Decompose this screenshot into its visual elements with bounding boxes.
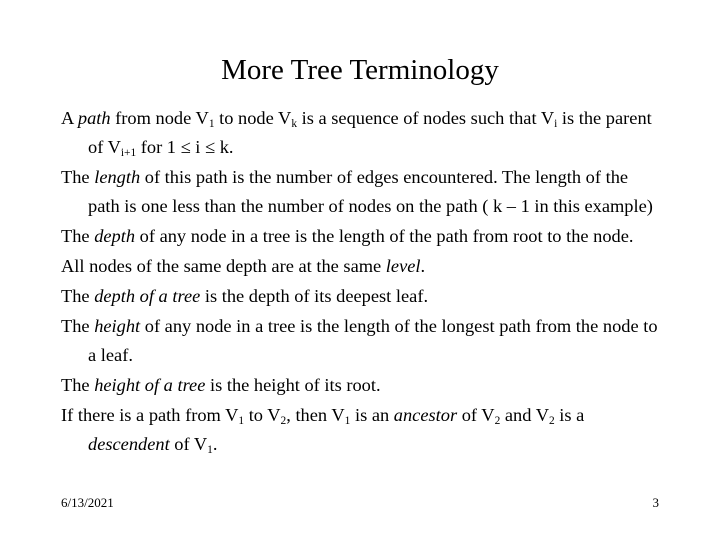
term-italic: depth xyxy=(94,226,136,246)
text-run: , then V xyxy=(286,405,345,425)
paragraph xyxy=(61,312,661,370)
text-run: of V xyxy=(457,405,495,425)
subscript: 1 xyxy=(344,414,351,427)
text-run: and V xyxy=(500,405,549,425)
text-run: of any node in a tree is the length of the longest path from the node to a leaf. xyxy=(88,316,658,365)
footer-date: 6/13/2021 xyxy=(61,495,114,510)
subscript: i+1 xyxy=(120,146,137,159)
slide-title: More Tree Terminology xyxy=(221,54,499,86)
text-run: for 1 ≤ i ≤ k. xyxy=(136,137,234,157)
paragraph xyxy=(61,252,661,281)
term-italic: height xyxy=(94,316,141,336)
text-run: of V xyxy=(169,434,208,454)
subscript: 2 xyxy=(494,414,501,427)
term-italic: level xyxy=(385,256,421,276)
text-run: from node V xyxy=(110,108,209,128)
text-run: is the parent of V xyxy=(88,108,652,157)
paragraph xyxy=(61,104,661,162)
text-run: is a xyxy=(554,405,585,425)
subscript: 1 xyxy=(238,414,245,427)
text-run: is an xyxy=(350,405,394,425)
text-run: of any node in a tree is the length of the path from root to the node. xyxy=(135,226,634,246)
subscript: 1 xyxy=(207,443,213,456)
text-run: The xyxy=(61,316,95,336)
text-run: The xyxy=(61,167,95,187)
paragraph xyxy=(61,401,661,459)
text-run: is the depth of its deepest leaf. xyxy=(200,286,429,306)
term-italic: height of a tree xyxy=(94,375,206,395)
term-italic: depth of a tree xyxy=(94,286,201,306)
text-run: is a sequence of nodes such that V xyxy=(297,108,555,128)
text-run: to V xyxy=(244,405,281,425)
subscript: k xyxy=(291,117,298,130)
slide-body xyxy=(61,104,661,459)
paragraph xyxy=(61,163,661,221)
text-run: The xyxy=(61,375,95,395)
paragraph xyxy=(61,282,661,311)
subscript: i xyxy=(554,117,558,130)
subscript: 2 xyxy=(280,414,287,427)
text-run: If there is a path from V xyxy=(61,405,239,425)
text-run: of this path is the number of edges encountered. The length of the path is one less than the number of nodes on the path ( k – 1 in this example) xyxy=(88,167,653,216)
subscript: 1 xyxy=(208,117,215,130)
term-italic: path xyxy=(77,108,111,128)
text-run: . xyxy=(212,434,218,454)
text-run: is the height of its root. xyxy=(205,375,381,395)
text-run: A xyxy=(61,108,78,128)
text-run: to node V xyxy=(214,108,292,128)
term-italic: descendent xyxy=(88,434,170,454)
text-run: The xyxy=(61,286,95,306)
paragraph xyxy=(61,222,661,251)
subscript: 2 xyxy=(549,414,555,427)
page-number: 3 xyxy=(652,495,659,510)
term-italic: ancestor xyxy=(393,405,458,425)
paragraph xyxy=(61,371,661,400)
text-run: All nodes of the same depth are at the same xyxy=(61,256,386,276)
text-run: . xyxy=(420,256,426,276)
term-italic: length xyxy=(94,167,141,187)
text-run: The xyxy=(61,226,95,246)
